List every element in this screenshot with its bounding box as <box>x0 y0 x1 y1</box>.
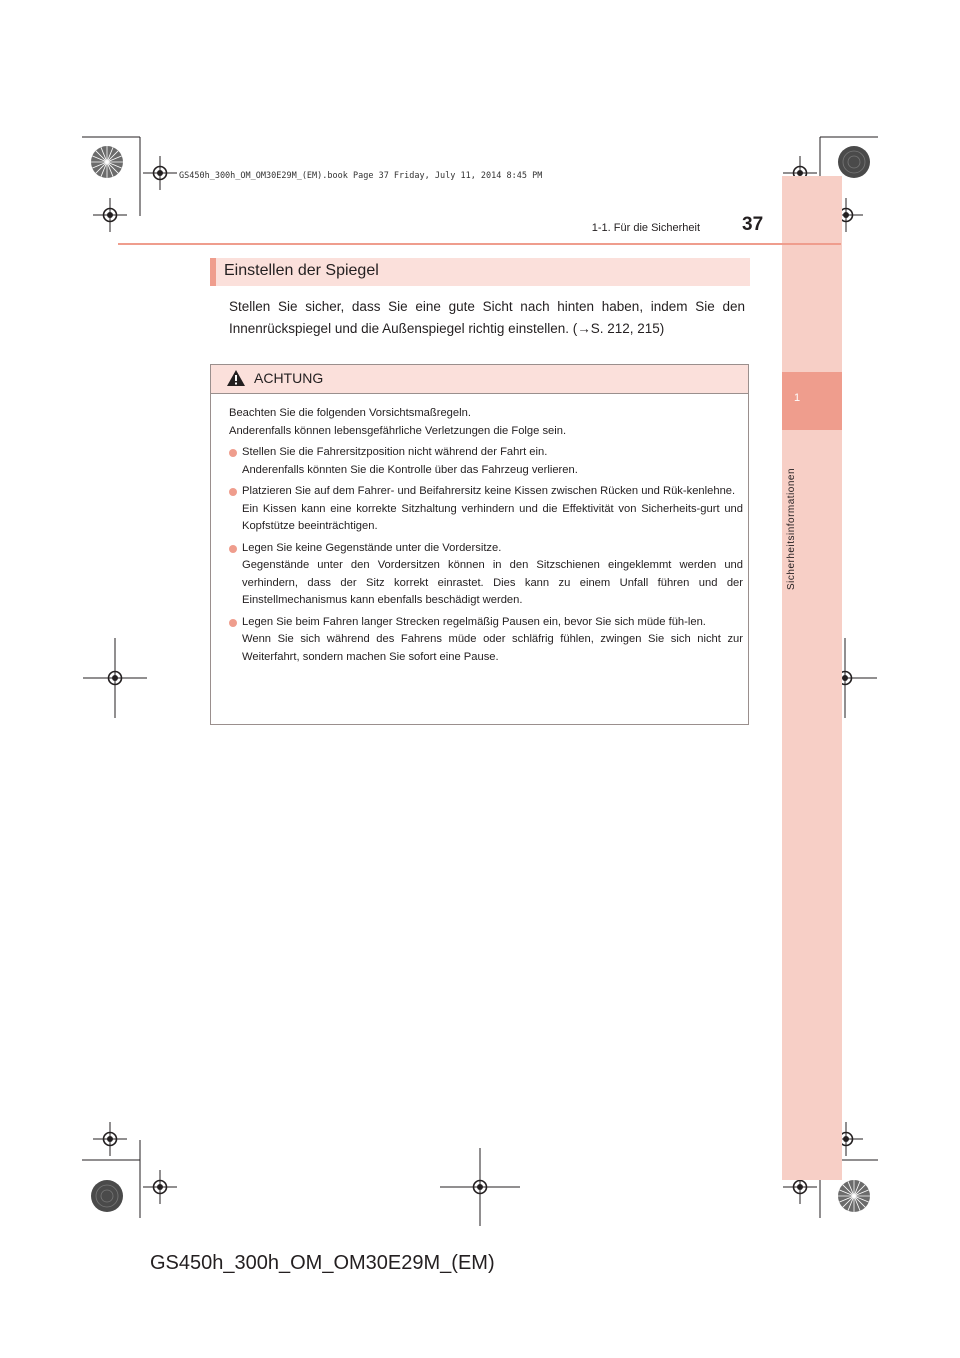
crosshair-icon <box>83 638 147 718</box>
footer-manual-code: GS450h_300h_OM_OM30E29M_(EM) <box>150 1252 495 1274</box>
warning-triangle-icon <box>226 369 246 387</box>
warning-item-main: Platzieren Sie auf dem Fahrer- und Beifahrersitz keine Kissen zwischen Rücken und Rük-kenlehne. <box>242 485 736 497</box>
side-tab-number: 1 <box>793 392 801 404</box>
warning-item-detail: Wenn Sie sich während des Fahrens müde oder schläfrig fühlen, zwingen Sie sich nicht zur Weiterfahrt, sondern machen Sie sofort eine Pause. <box>242 633 743 663</box>
page-number: 37 <box>742 214 764 235</box>
warning-lead: Beachten Sie die folgenden Vorsichtsmaßregeln. <box>229 407 471 419</box>
warning-lead: Anderenfalls können lebensgefährliche Verletzungen die Folge sein. <box>229 424 567 437</box>
crosshair-icon <box>440 1148 520 1226</box>
solid-registration-icon <box>89 1178 125 1214</box>
intro-paragraph: Stellen Sie sicher, dass Sie eine gute Sicht nach hinten haben, indem Sie den Innenrückspiegel und die Außenspiegel richtig einstellen. (→S. 212, 215) <box>229 299 745 336</box>
file-stamp: GS450h_300h_OM_OM30E29M_(EM).book Page 37 Friday, July 11, 2014 8:45 PM <box>179 171 543 181</box>
warning-item-main: Legen Sie keine Gegenstände unter die Vordersitze. <box>242 541 502 554</box>
crosshair-icon <box>93 198 127 232</box>
warning-body <box>229 405 743 666</box>
warning-item-detail: Gegenstände unter den Vordersitzen können in den Sitzschienen eingeklemmt werden und verhindern, dass der Sitz korrekt einrastet. Dies kann zu einem Unfall führen und der Einstellmechanismus kann ebenfalls beschädigt werden. <box>242 559 743 606</box>
warning-title: ACHTUNG <box>254 370 324 386</box>
warning-item <box>229 483 743 536</box>
bullet-icon <box>229 545 237 553</box>
warning-item-main: Legen Sie beim Fahren langer Strecken regelmäßig Pausen ein, bevor Sie sich müde füh-len. <box>242 615 706 628</box>
side-tab-label: Sicherheitsinformationen <box>786 467 797 590</box>
bullet-icon <box>229 488 237 496</box>
crosshair-icon <box>143 156 177 190</box>
bullet-icon <box>229 619 237 627</box>
crosshair-icon <box>93 1122 127 1156</box>
starburst-registration-icon <box>89 144 125 180</box>
crosshair-icon <box>143 1170 177 1204</box>
bullet-icon <box>229 449 237 457</box>
warning-item <box>229 540 743 610</box>
warning-item <box>229 614 743 667</box>
warning-item-detail: Ein Kissen kann eine korrekte Sitzhaltung verhindern und die Effektivität von Sicherheits-gurt und Kopfstütze beeinträchtigen. <box>242 502 743 532</box>
warning-item <box>229 444 743 479</box>
solid-registration-icon <box>836 144 872 180</box>
starburst-registration-icon <box>836 1178 872 1214</box>
side-tab <box>782 176 842 1180</box>
header-rule <box>118 243 841 245</box>
section-accent-bar <box>210 258 216 286</box>
warning-item-detail: Anderenfalls könnten Sie die Kontrolle über das Fahrzeug verlieren. <box>242 463 578 476</box>
section-title: Einstellen der Spiegel <box>224 262 379 279</box>
warning-item-main: Stellen Sie die Fahrersitzposition nicht während der Fahrt ein. <box>242 446 548 458</box>
chapter-title: 1-1. Für die Sicherheit <box>591 222 700 234</box>
